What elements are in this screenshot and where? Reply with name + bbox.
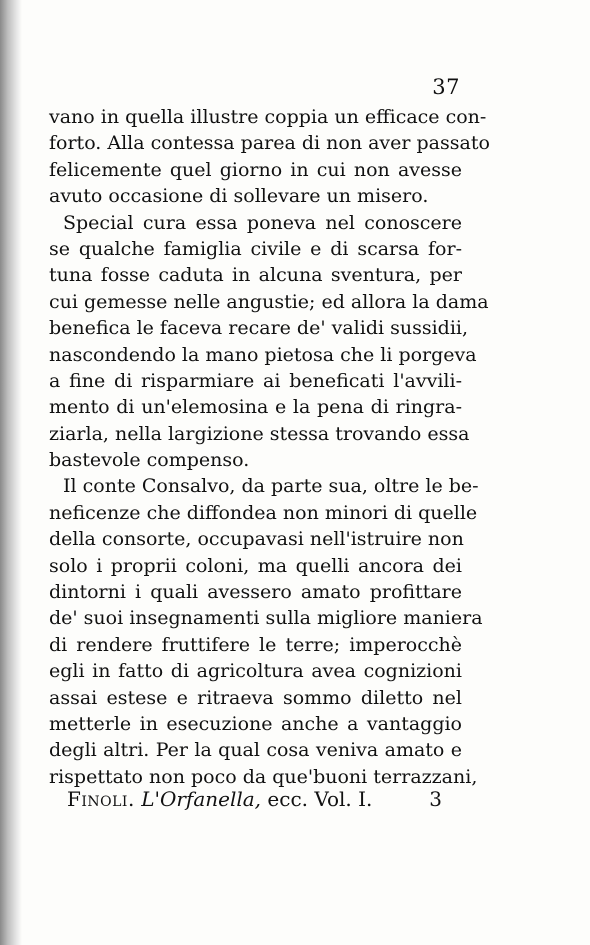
text-line: bastevole compenso. [49, 449, 250, 472]
text-line: vano in quella illustre coppia un efficace con- [49, 106, 487, 128]
text-line: della consorte, occupavasi nell'istruire non [49, 528, 464, 551]
text-line: dintorni i quali avessero amato profittare [49, 581, 462, 604]
signature-mark: 3 [429, 787, 442, 811]
text-line: tuna fosse caduta in alcuna sventura, per [49, 264, 462, 287]
text-line: egli in fatto di agricoltura avea cognizioni [49, 660, 462, 683]
binding-gutter-shadow [0, 0, 22, 945]
text-line: forto. Alla contessa parea di non aver passato [49, 132, 490, 155]
text-line: degli altri. Per la qual cosa veniva amato e [49, 739, 462, 762]
signature-footer [67, 784, 442, 814]
text-line: rispettato non poco da que'buoni terrazzani, [49, 765, 478, 788]
text-line: se qualche famiglia civile e di scarsa for- [49, 237, 462, 260]
text-line: cui gemesse nelle angustie; ed allora la dama [49, 290, 489, 313]
footer-author: Finoli. [67, 787, 135, 811]
footer-citation [67, 784, 372, 814]
text-line: metterle in esecuzione anche a vantaggio [49, 712, 462, 735]
text-line: felicemente quel giorno in cui non avesse [49, 158, 462, 181]
text-line: mento di un'elemosina e la pena di ringra- [49, 396, 462, 419]
text-line: de' suoi insegnamenti sulla migliore maniera [49, 607, 483, 630]
text-line: Il conte Consalvo, da parte sua, oltre le be- [63, 475, 479, 498]
text-line: assai estese e ritraeva sommo diletto nel [49, 686, 462, 709]
text-line: a fine di risparmiare ai beneficati l'avvili- [49, 369, 462, 392]
text-line: benefica le faceva recare de' validi sussidii, [49, 317, 469, 340]
text-line: neficenze che diffondea non minori di quelle [49, 501, 478, 524]
text-line: di rendere fruttifere le terre; imperocchè [49, 633, 462, 656]
footer-title: L'Orfanella, [141, 787, 262, 811]
text-line: solo i proprii coloni, ma quelli ancora dei [49, 554, 462, 577]
text-line: nascondendo la mano pietosa che li porgeva [49, 343, 477, 366]
footer-volume: ecc. Vol. I. [261, 787, 373, 811]
body-text [49, 104, 490, 790]
page-number: 37 [432, 75, 460, 99]
text-line: ziarla, nella largizione stessa trovando essa [49, 422, 470, 445]
text-line: Special cura essa poneva nel conoscere [63, 211, 462, 234]
text-line: avuto occasione di sollevare un misero. [49, 185, 429, 208]
